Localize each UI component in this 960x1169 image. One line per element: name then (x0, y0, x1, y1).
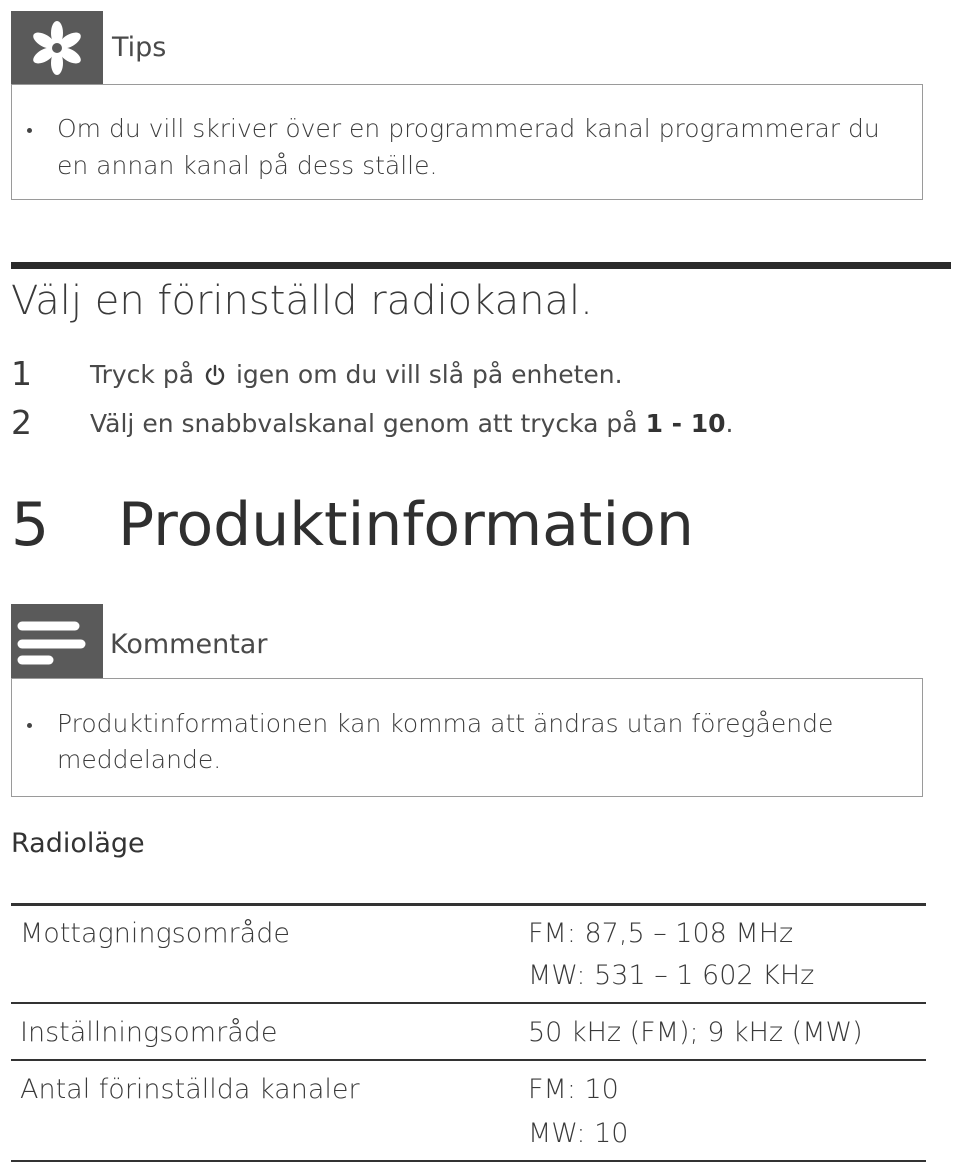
bullet (27, 128, 32, 133)
spec-label: Inställningsområde (20, 1017, 278, 1048)
section-rule (11, 262, 951, 269)
spec-label: Mottagningsområde (20, 918, 290, 949)
bullet (27, 723, 32, 728)
chapter-title: Produktinformation (118, 490, 694, 560)
spec-value: MW: 531 – 1 602 KHz (528, 960, 815, 991)
step-text-before: Välj en snabbvalskanal genom att trycka på (90, 409, 638, 438)
table-row-rule (11, 1059, 926, 1061)
step-text-after: . (725, 409, 734, 438)
chapter-number: 5 (11, 490, 50, 560)
step-text (90, 360, 623, 389)
key-range: 1 - 10 (645, 409, 726, 438)
tips-item-line2: en annan kanal på dess ställe. (57, 151, 438, 180)
asterisk-flower-icon (11, 11, 103, 85)
step-number: 1 (11, 354, 32, 393)
comment-icon-box (11, 604, 103, 678)
comment-item-line1: Produktinformationen kan komma att ändras utan föregående (57, 709, 834, 738)
section-heading: Välj en förinställd radiokanal. (11, 278, 593, 324)
spec-label: Antal förinställda kanaler (20, 1074, 360, 1105)
spec-value: 50 kHz (FM); 9 kHz (MW) (528, 1017, 863, 1048)
tips-title: Tips (112, 32, 167, 63)
tips-icon-box (11, 11, 103, 85)
power-icon (204, 364, 226, 386)
tips-item-line1: Om du vill skriver över en programmerad kanal programmerar du (57, 114, 880, 143)
comment-item-line2: meddelande. (57, 745, 222, 774)
note-lines-icon (11, 604, 103, 678)
step-number: 2 (11, 403, 32, 442)
step-text-after: igen om du vill slå på enheten. (235, 360, 623, 389)
spec-value: FM: 10 (528, 1074, 619, 1105)
radio-heading: Radioläge (11, 828, 145, 859)
step-text-before: Tryck på (90, 360, 195, 389)
spec-value: FM: 87,5 – 108 MHz (528, 918, 794, 949)
comment-title: Kommentar (110, 629, 268, 660)
table-row-rule (11, 1002, 926, 1004)
spec-value: MW: 10 (528, 1118, 629, 1149)
step-text (90, 409, 733, 438)
table-bottom-rule (11, 1160, 926, 1162)
table-top-rule (11, 903, 926, 906)
